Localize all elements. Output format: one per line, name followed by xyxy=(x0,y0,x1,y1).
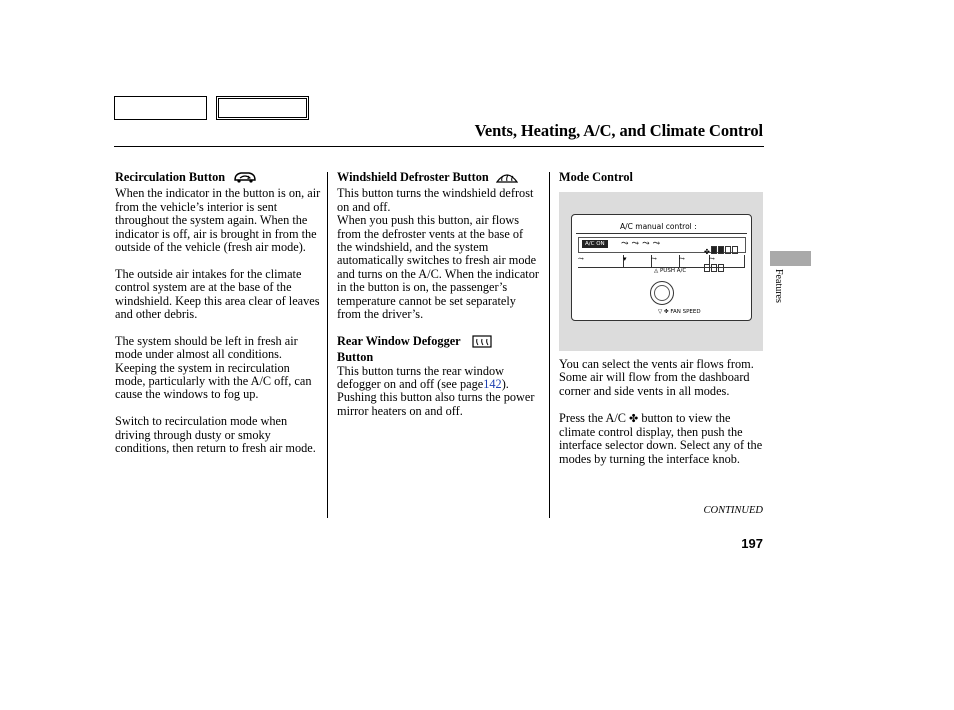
defroster-paragraph-2: When you push this button, air flows from the defroster vents at the base of the windshield, and the system automatically switches to fresh air mode and turns on the A/C. When the indicator in the button is on, the passenger’s temperature cannot be set separately from the driver’s. xyxy=(337,213,539,322)
recirculation-paragraph-3: The system should be left in fresh air mode under almost all conditions. Keeping the system in recirculation mode, particularly with the A/C off, can cause the windows to fog up. xyxy=(115,333,312,402)
title-rule xyxy=(114,146,764,147)
recirculation-paragraph-4: Switch to recirculation mode when driving through dusty or smoky conditions, then return to fresh air mode. xyxy=(115,414,316,456)
mode-icons xyxy=(621,238,663,249)
page-number: 197 xyxy=(741,536,763,551)
column-divider-1 xyxy=(327,172,328,518)
section-tab-label: Features xyxy=(773,269,784,303)
recirculation-paragraph-2: The outside air intakes for the climate control system are at the base of the windshield. Keep this area clear of leaves and other debris. xyxy=(115,266,320,322)
fan-speed-label: ▽ ✤ FAN SPEED xyxy=(658,309,701,315)
section-tab-marker[interactable] xyxy=(770,251,811,266)
column-recirculation xyxy=(115,171,321,469)
defroster-paragraph-1: This button turns the windshield defrost on and off. xyxy=(337,186,534,214)
mode-floor-icon: ⤳ xyxy=(642,238,653,248)
climate-display-figure xyxy=(559,192,763,351)
mode-bilevel-icon: ⤳ xyxy=(631,238,643,248)
page-142-link[interactable]: 142 xyxy=(483,377,502,392)
windshield-defroster-heading: Windshield Defroster Button xyxy=(337,171,541,187)
interface-knob[interactable] xyxy=(650,281,674,305)
mode-control-heading: Mode Control xyxy=(559,170,633,184)
mode-defrost-floor-icon: ⤳ xyxy=(652,238,664,248)
rear-defogger-icon xyxy=(472,335,492,351)
recirculation-heading: Recirculation Button xyxy=(115,171,321,187)
screen-title: A/C manual control : xyxy=(620,222,697,231)
windshield-defroster-icon xyxy=(496,171,518,187)
mode-control-text xyxy=(559,358,764,480)
mode-face-icon: ⤳ xyxy=(621,238,632,248)
recirculation-icon xyxy=(232,171,258,187)
rear-defogger-heading-line2: Button xyxy=(337,350,374,365)
rear-defogger-heading: Rear Window Defogger xyxy=(337,335,541,351)
nav-box-left[interactable] xyxy=(114,96,207,120)
column-mode-control xyxy=(559,171,764,184)
fan-small-icon: ✤ xyxy=(704,248,710,256)
page-title: Vents, Heating, A/C, and Climate Control xyxy=(474,121,763,140)
push-ac-label: ◬ PUSH A/C xyxy=(654,268,687,274)
screen-status-row xyxy=(578,237,746,256)
nav-box-right[interactable] xyxy=(216,96,309,120)
climate-control-screen xyxy=(571,214,752,321)
defogger-paragraph: This button turns the rear window defogger on and off (see page142). Pushing this button also turns the power mirror heaters on and off. xyxy=(337,363,535,418)
continued-label: CONTINUED xyxy=(703,505,763,516)
recirculation-paragraph-1: When the indicator in the button is on, air from the vehicle’s interior is sent throughout the system again. When the indicator is off, air is brought in from the outside of the vehicle (fresh air mode). xyxy=(115,186,321,255)
column-divider-2 xyxy=(549,172,550,518)
mode-control-paragraph-2: Press the A/C ✤ button to view the climate control display, then push the interface selector down. Select any of the modes by turning the interface knob. xyxy=(559,410,763,466)
column-defroster xyxy=(337,171,541,432)
ac-on-indicator: A/C ON xyxy=(582,240,608,248)
fan-icon: ✤ xyxy=(629,412,639,425)
mode-control-paragraph-1: You can select the vents air flows from. Some air will flow from the dashboard corner and side vents in all modes. xyxy=(559,357,754,398)
mode-tabs: ⤳ ▾ ⤳ ⤳ ⤳ xyxy=(578,255,744,267)
